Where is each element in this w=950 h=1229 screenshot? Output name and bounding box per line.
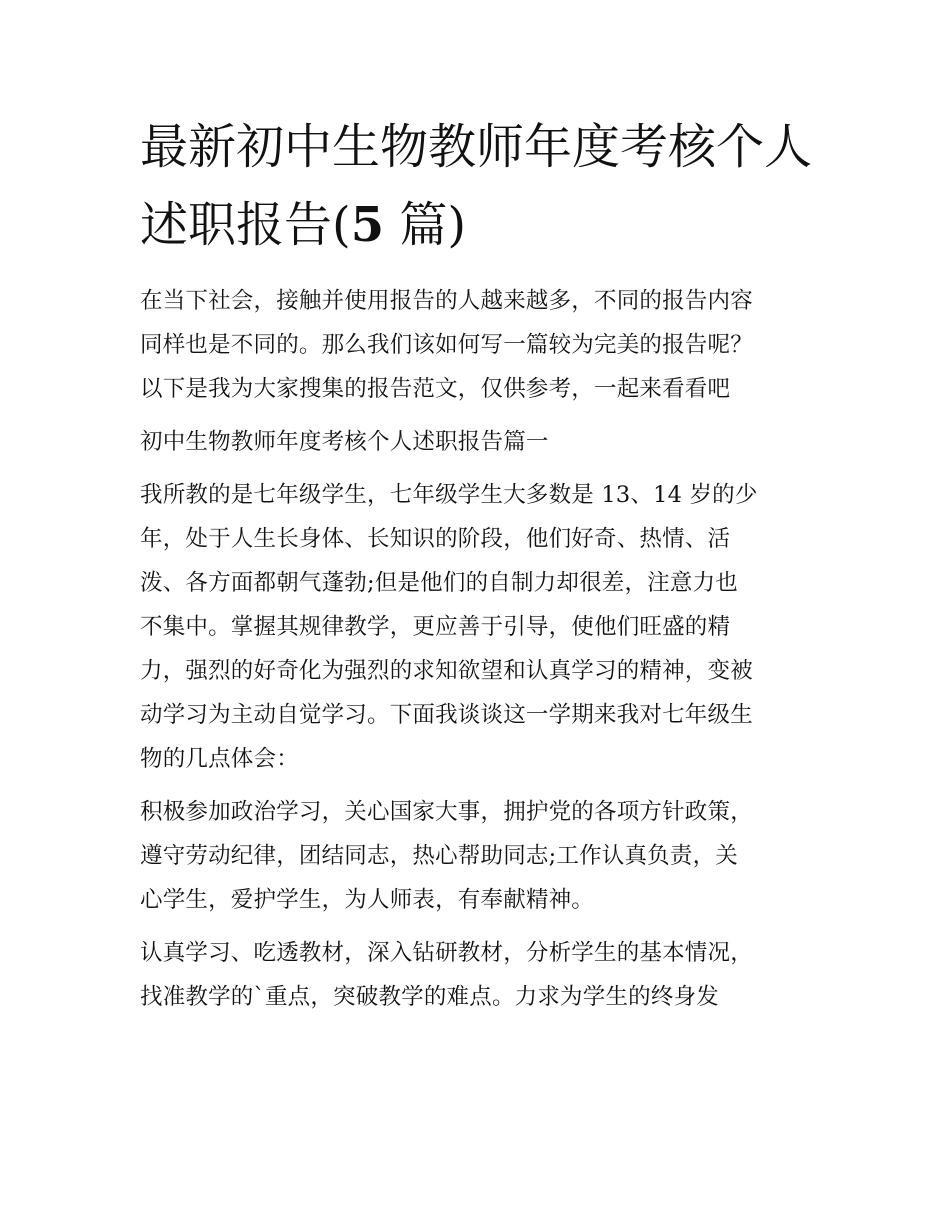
body-paragraph-teaching: 认真学习、吃透教材，深入钻研教材，分析学生的基本情况， 找准教学的`重点，突破教学的难点。力求为学生的终身发	[140, 940, 753, 1010]
body-paragraph-politics: 积极参加政治学习，关心国家大事，拥护党的各项方针政策， 遵守劳动纪律，团结同志，热心帮助同志;工作认真负责，关 心学生，爱护学生，为人师表，有奉献精神。	[140, 799, 753, 913]
document-title	[140, 108, 820, 264]
section-heading: 初中生物教师年度考核个人述职报告篇一	[140, 429, 549, 455]
title-number: 5	[350, 197, 385, 253]
body-paragraph-students: 我所教的是七年级学生，七年级学生大多数是 13、14 岁的少 年，处于人生长身体、长知识的阶段，他们好奇、热情、活 泼、各方面都朝气蓬勃;但是他们的自制力却很差，注意力也 不集中。掌握其规律教学，更应善于引导，使他们旺盛的精 力，强烈的好奇化为强烈的求知欲望和认真学习的精神，变被 动学习为主动自觉学习。下面我谈谈这一学期来我对七年级生 物的几点体会：	[140, 482, 758, 772]
intro-paragraph: 在当下社会，接触并使用报告的人越来越多，不同的报告内容 同样也是不同的。那么我们该如何写一篇较为完美的报告呢？ 以下是我为大家搜集的报告范文，仅供参考，一起来看看吧	[140, 288, 753, 402]
title-text-part2: 篇)	[384, 197, 467, 253]
title-text-part1: 最新初中生物教师年度考核个人述职报告(	[140, 119, 813, 253]
document-body	[140, 279, 822, 1028]
